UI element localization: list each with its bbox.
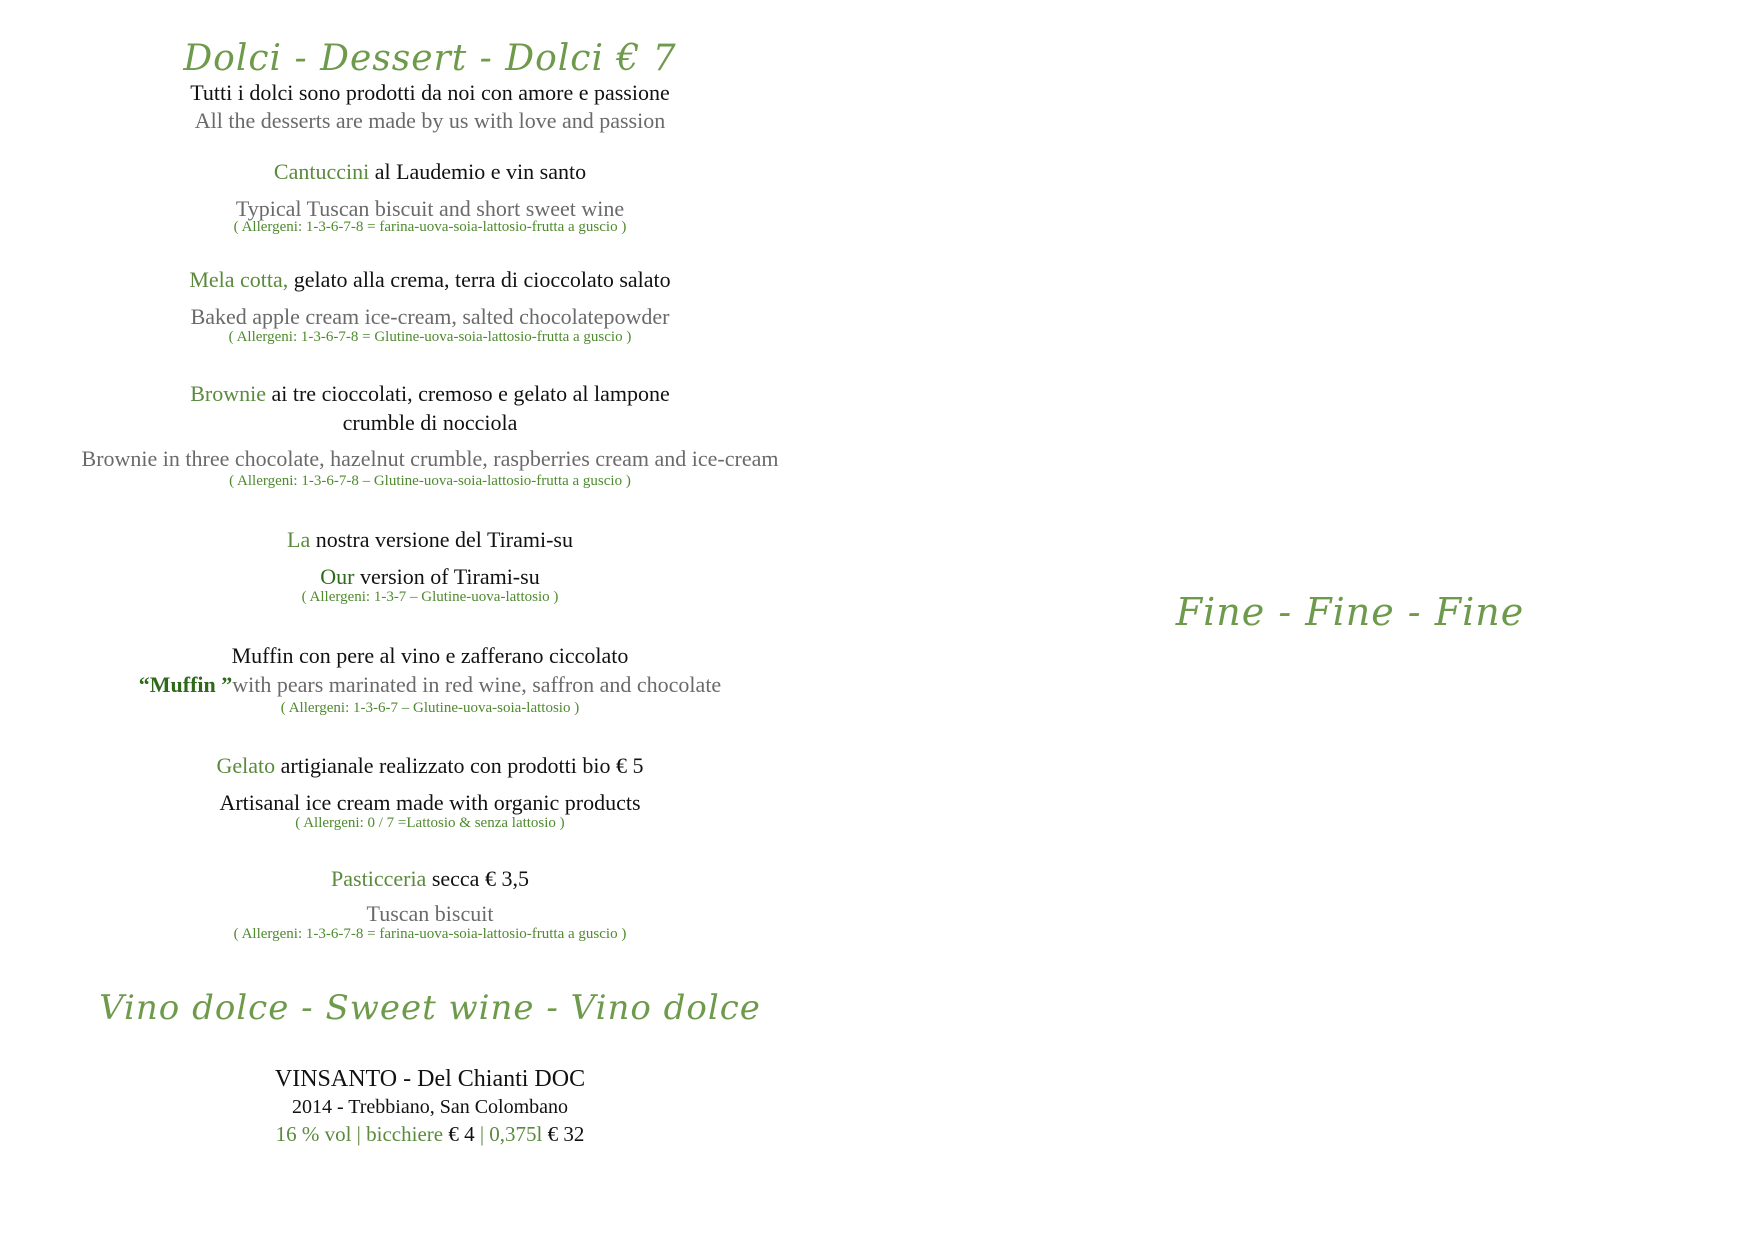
wine-bottle-price: € 32 (542, 1122, 585, 1146)
item-english: Artisanal ice cream made with organic products (219, 790, 641, 815)
item-name-rest: gelato alla crema, terra di cioccolato salato (288, 267, 671, 292)
wine-detail: 2014 - Trebbiano, San Colombano (291, 1096, 569, 1118)
menu-item-gelato (40, 753, 820, 779)
item-english (40, 672, 820, 698)
wine-name: VINSANTO - Del Chianti DOC (274, 1066, 586, 1092)
item-name-rest: ai tre cioccolati, cremoso e gelato al lampone (265, 381, 670, 406)
item-english-highlight: Our (320, 564, 355, 589)
menu-item-cantuccini (40, 159, 820, 185)
item-name-highlight: La (287, 527, 311, 552)
item-name-highlight: Gelato (216, 753, 276, 778)
item-english (40, 564, 820, 590)
subtitle-italian: Tutti i dolci sono prodotti da noi con amore e passione (190, 80, 670, 105)
menu-item-brownie (40, 381, 820, 407)
menu-item-tiramisu (40, 527, 820, 553)
item-allergens: ( Allergeni: 1-3-7 – Glutine-uova-lattosio ) (301, 589, 559, 605)
menu-item-muffin: Muffin con pere al vino e zafferano ciccolato (231, 643, 629, 668)
subtitle-english: All the desserts are made by us with love and passion (194, 108, 666, 133)
item-allergens: ( Allergeni: 1-3-6-7-8 – Glutine-uova-soia-lattosio-frutta a guscio ) (229, 473, 631, 489)
dessert-title: Dolci - Dessert - Dolci € 7 (183, 38, 677, 79)
item-name-rest: secca € 3,5 (426, 866, 529, 891)
item-english: Typical Tuscan biscuit and short sweet wine (235, 196, 625, 221)
item-name-highlight: Pasticceria (331, 866, 427, 891)
menu-item-mela-cotta (40, 267, 820, 293)
item-english-rest: version of Tirami-su (354, 564, 540, 589)
item-name-rest: al Laudemio e vin santo (369, 159, 587, 184)
item-allergens: ( Allergeni: 1-3-6-7-8 = Glutine-uova-soia-lattosio-frutta a guscio ) (228, 329, 632, 345)
wine-bottle-size: | 0,375l (479, 1122, 543, 1146)
menu-item-pasticceria (40, 866, 820, 892)
wine-glass-price: € 4 (443, 1122, 480, 1146)
wine-title: Vino dolce - Sweet wine - Vino dolce (99, 988, 761, 1028)
item-allergens: ( Allergeni: 0 / 7 =Lattosio & senza lattosio ) (295, 815, 565, 831)
item-english-rest: with pears marinated in red wine, saffron and chocolate (232, 672, 722, 697)
item-allergens: ( Allergeni: 1-3-6-7-8 = farina-uova-soia-lattosio-frutta a guscio ) (233, 926, 627, 942)
item-name-rest: artigianale realizzato con prodotti bio € 5 (275, 753, 644, 778)
item-english-highlight: “Muffin ” (138, 672, 233, 697)
item-english: Baked apple cream ice-cream, salted chocolatepowder (190, 304, 670, 329)
item-name-highlight: Brownie (190, 381, 266, 406)
item-name-line2: crumble di nocciola (342, 410, 518, 435)
item-english: Tuscan biscuit (366, 901, 494, 926)
item-allergens: ( Allergeni: 1-3-6-7-8 = farina-uova-soia-lattosio-frutta a guscio ) (233, 219, 627, 235)
item-name-highlight: Mela cotta, (189, 267, 289, 292)
wine-vol: 16 % vol | bicchiere (275, 1122, 444, 1146)
item-allergens: ( Allergeni: 1-3-6-7 – Glutine-uova-soia-lattosio ) (280, 700, 580, 716)
closing-text: Fine - Fine - Fine (1175, 590, 1525, 634)
wine-prices (40, 1122, 820, 1147)
item-name-highlight: Cantuccini (273, 159, 370, 184)
item-name-rest: nostra versione del Tirami-su (310, 527, 573, 552)
item-english: Brownie in three chocolate, hazelnut crumble, raspberries cream and ice-cream (81, 446, 779, 471)
